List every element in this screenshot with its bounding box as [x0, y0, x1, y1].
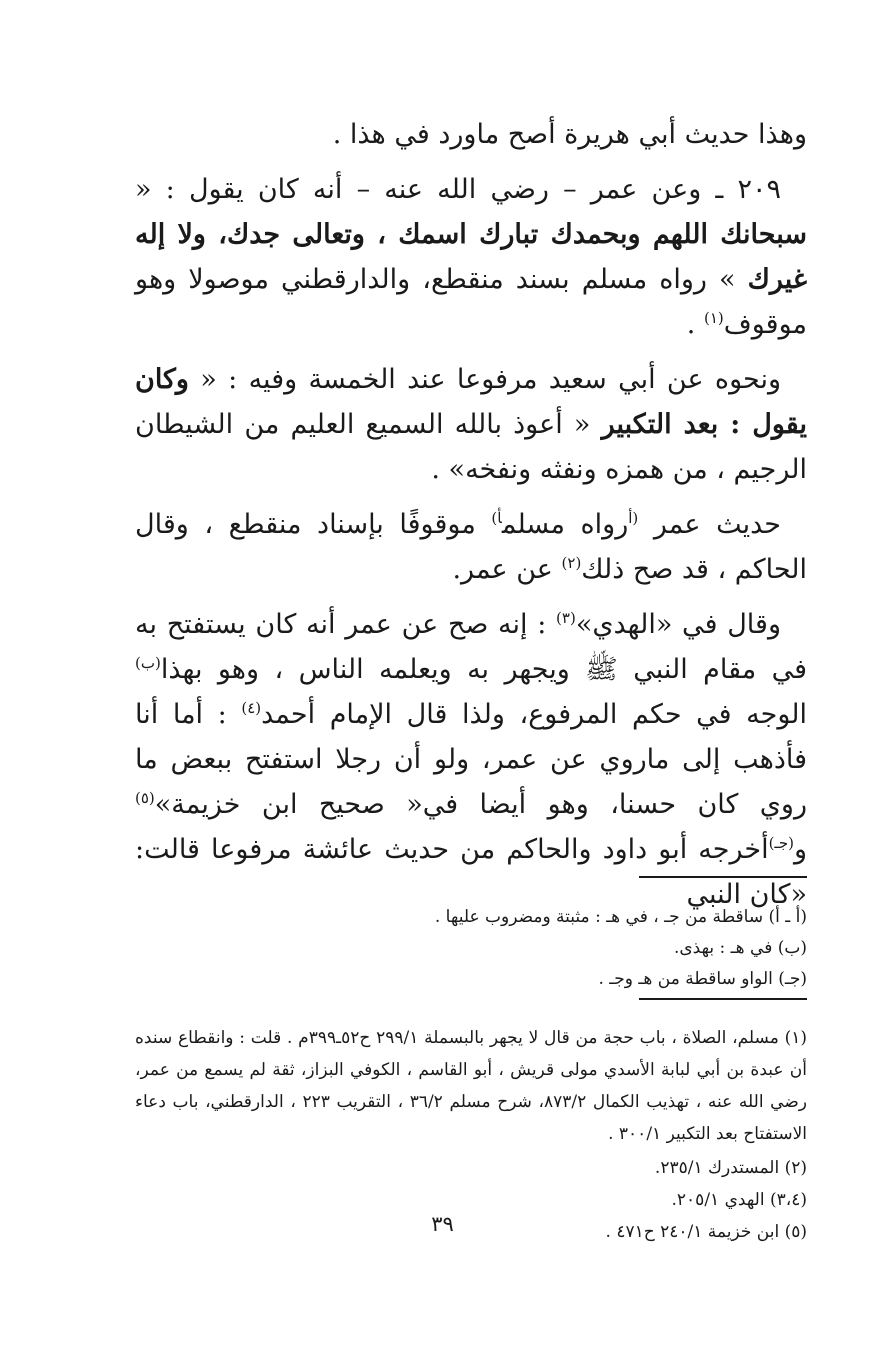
paragraph-5 [135, 602, 807, 917]
footnote-divider [639, 876, 807, 878]
hadith-209-quote: سبحانك اللهم وبحمدك تبارك اسمك ، وتعالى جدك، ولا إله غيرك [135, 219, 807, 295]
hadith-209-source: » رواه مسلم بسند منقطع، والدارقطني موصولا وهو موقوف [135, 264, 807, 340]
variant-a: (أ ـ أ) ساقطة من جـ ، في هـ : مثبتة ومضروب عليها . [434, 907, 807, 927]
variant-b: (ب) في هـ : بهذى. [673, 938, 807, 958]
abu-said-bold: وكان يقول : بعد التكبير [135, 364, 807, 440]
umar-hadith-d: عن عمر. [452, 554, 553, 585]
footnote-ref-5: (٥) [135, 789, 155, 807]
hadith-209-intro: ٢٠٩ ـ وعن عمر – رضي الله عنه – أنه كان يقول : « [135, 174, 781, 205]
paragraph-4 [135, 502, 807, 592]
footnote-ref-3: (٣) [556, 609, 576, 627]
footnote-2: (٢) المستدرك ٢٣٥/١. [654, 1158, 807, 1178]
hadi-quote-d: : أما أنا فأذهب إلى ماروي عن عمر، ولو أن رجلا استفتح ببعض ما روي كان حسنا، وهو أيضا في« صحيح ابن خزيمة» [135, 699, 807, 820]
variant-ref-a-open: (أ [628, 509, 639, 527]
variant-ref-j: (جـ) [768, 834, 794, 852]
hadi-quote-e: و [793, 834, 807, 865]
variant-j: (جـ) الواو ساقطة من هـ وجـ . [598, 969, 807, 989]
umar-hadith-b: رواه مسلم [501, 509, 629, 540]
variant-ref-b: (ب) [135, 654, 161, 672]
paragraph-3 [135, 357, 807, 492]
hadi-quote-a: وقال في «الهدي» [575, 609, 781, 640]
footnote-ref-2: (٢) [561, 554, 582, 572]
hadi-quote-b: : إنه صح عن عمر أنه كان يستفتح به في مقام النبي ﷺ ويجهر به ويعلمه الناس ، وهو بهذا [135, 609, 807, 685]
hadi-quote-c: الوجه في حكم المرفوع، ولذا قال الإمام أحمد [261, 699, 807, 730]
footnote-ref-4: (٤) [241, 699, 262, 717]
footnote-3-4: (٣،٤) الهدي ٢٠٥/١. [671, 1190, 807, 1210]
manuscript-variants [135, 902, 807, 995]
abu-said-intro: ونحوه عن أبي سعيد مرفوعا عند الخمسة وفيه : « [200, 364, 781, 395]
page-number: ٣٩ [431, 1212, 454, 1236]
main-text [135, 112, 807, 917]
variant-ref-a-close: أ) [491, 509, 502, 527]
hadi-quote-f: أخرجه أبو داود والحاكم من حديث عائشة مرفوعا قالت: «كان النبي [135, 834, 807, 910]
umar-hadith-a: حديث عمر [653, 509, 781, 540]
umar-hadith-c: موقوفًا بإسناد منقطع ، وقال الحاكم ، قد صح ذلك [135, 509, 807, 585]
page-content [135, 112, 807, 1242]
paragraph-2 [135, 167, 807, 347]
hadith-209-end: . [686, 309, 696, 340]
abu-said-quote: « أعوذ بالله السميع العليم من الشيطان الرجيم ، من همزه ونفثه ونفخه» . [135, 409, 807, 485]
footnote-1: (١) مسلم، الصلاة ، باب حجة من قال لا يجهر بالبسملة ٢٩٩/١ ح٥٢ـ٣٩٩م . قلت : وانقطاع سنده أن عبدة بن أبي لبابة الأسدي مولى قريش ، أبو القاسم ، الكوفي البزاز، ثقة لم يسمع من عمر، رضي الله عنه ، تهذيب الكمال ٨٧٣/٢، شرح مسلم ٣٦/٢ ، التقريب ٢٢٣ ، الدارقطني، باب دعاء الاستفتاح بعد التكبير ٣٠٠/١ . [135, 1028, 807, 1144]
paragraph-1 [135, 112, 807, 157]
footnote-ref-1: (١) [703, 309, 724, 327]
variants-divider [639, 998, 807, 1000]
paragraph-1-text: وهذا حديث أبي هريرة أصح ماورد في هذا . [332, 119, 807, 150]
footnote-5: (٥) ابن خزيمة ٢٤٠/١ ح٤٧١ . [605, 1222, 807, 1242]
